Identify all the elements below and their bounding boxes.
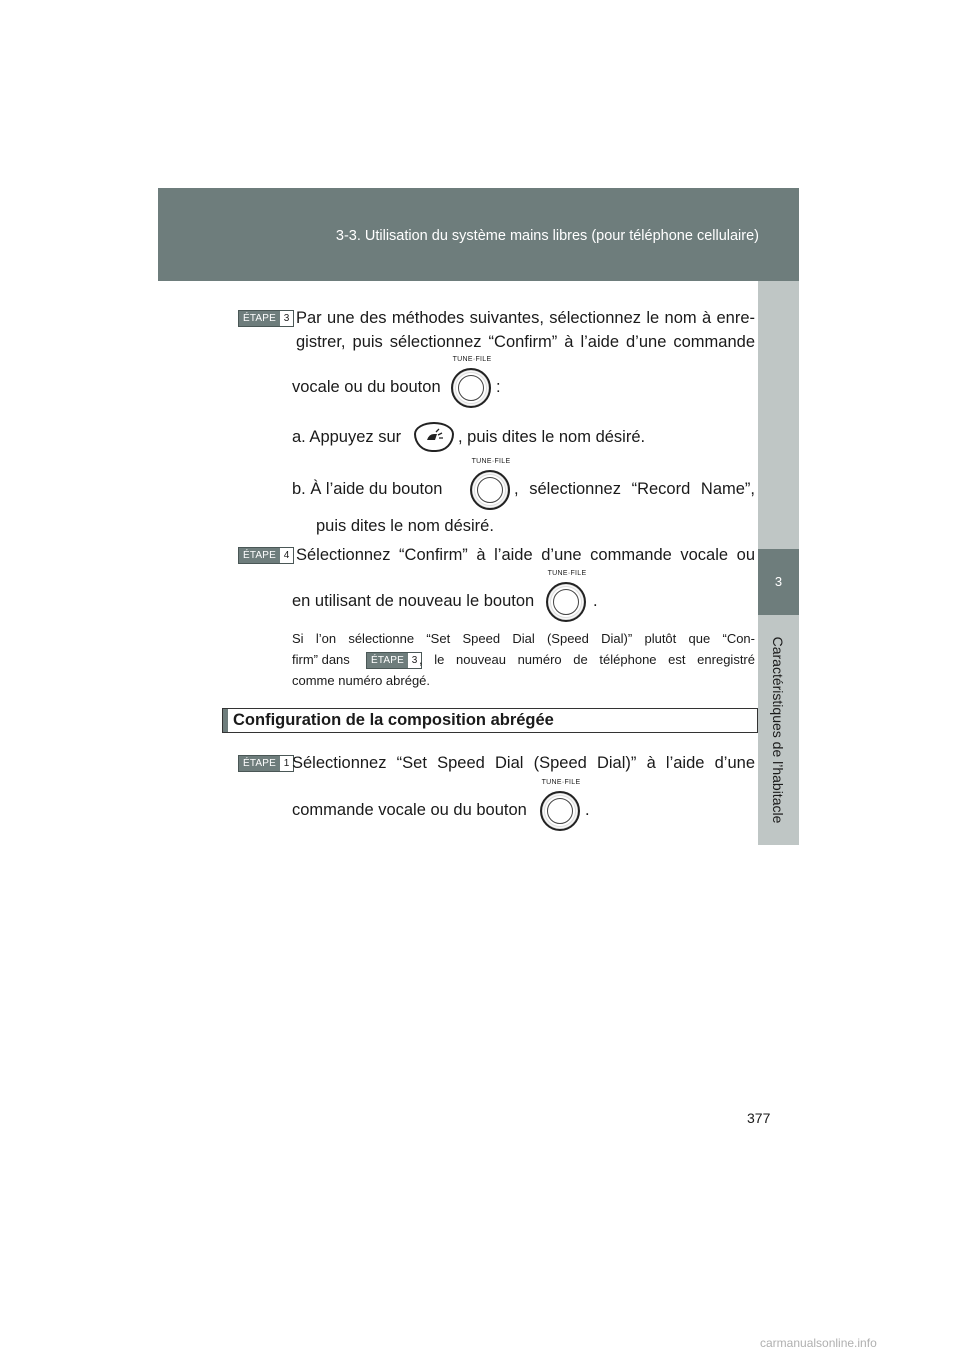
note-line3: comme numéro abrégé. xyxy=(292,673,431,688)
knob-label: TUNE·FILE xyxy=(471,458,511,465)
step-badge-label: ÉTAPE xyxy=(239,548,280,563)
step4-line2-after: . xyxy=(593,592,598,610)
knob-dial xyxy=(470,470,510,510)
step-badge-number: 1 xyxy=(280,756,293,771)
step1-line1: Sélectionnez “Set Speed Dial (Speed Dial)” à l’aide d’une xyxy=(292,754,755,772)
step4-line1: Sélectionnez “Confirm” à l’aide d’une commande vocale ou xyxy=(296,546,755,564)
step-badge-label: ÉTAPE xyxy=(239,756,280,771)
step4-badge xyxy=(238,547,294,564)
knob-dial xyxy=(540,791,580,831)
step-badge-label: ÉTAPE xyxy=(367,653,408,668)
note-line2-after: , le nouveau numéro de téléphone est enregistré xyxy=(419,652,755,667)
step3-item-b-before: b. À l’aide du bouton xyxy=(292,480,443,498)
tune-file-knob-icon xyxy=(467,458,515,514)
talk-switch-icon xyxy=(414,422,454,452)
knob-label: TUNE·FILE xyxy=(547,570,587,577)
step3-line1: Par une des méthodes suivantes, sélectionnez le nom à enre- xyxy=(296,309,755,327)
knob-dial xyxy=(546,582,586,622)
tune-file-knob-icon xyxy=(448,356,496,412)
step3-line2: gistrer, puis sélectionnez “Confirm” à l’aide d’une commande xyxy=(296,333,755,351)
header-section-title: 3-3. Utilisation du système mains libres (pour téléphone cellulaire) xyxy=(335,228,759,244)
step3-line3-before: vocale ou du bouton xyxy=(292,378,441,396)
step3-item-b-line2: puis dites le nom désiré. xyxy=(316,517,494,535)
section-heading-bar xyxy=(222,708,758,733)
step-badge-number: 3 xyxy=(280,311,293,326)
step-badge-label: ÉTAPE xyxy=(239,311,280,326)
step1-badge xyxy=(238,755,294,772)
knob-label: TUNE·FILE xyxy=(541,779,581,786)
note-line2-before: firm” dans xyxy=(292,652,350,667)
step3-item-a-after: , puis dites le nom désiré. xyxy=(458,428,646,446)
talk-switch-glyph-icon xyxy=(416,424,452,450)
watermark: carmanualsonline.info xyxy=(760,1336,877,1350)
knob-label: TUNE·FILE xyxy=(452,356,492,363)
side-tab-top xyxy=(758,281,799,549)
side-tab-chapter-title: Caractéristiques de l’habitacle xyxy=(770,636,786,824)
tune-file-knob-icon xyxy=(537,779,585,835)
step1-line2-after: . xyxy=(585,801,590,819)
note-line1: Si l’on sélectionne “Set Speed Dial (Speed Dial)” plutôt que “Con- xyxy=(292,631,755,646)
page-number: 377 xyxy=(747,1110,771,1126)
knob-dial xyxy=(451,368,491,408)
step-badge-number: 3 xyxy=(408,653,421,668)
step4-line2-before: en utilisant de nouveau le bouton xyxy=(292,592,535,610)
tune-file-knob-icon xyxy=(543,570,591,626)
side-tab-chapter-number: 3 xyxy=(758,549,799,615)
note-step-badge xyxy=(366,652,422,669)
section-title: Configuration de la composition abrégée xyxy=(233,711,554,729)
step3-badge xyxy=(238,310,294,327)
step1-line2-before: commande vocale ou du bouton xyxy=(292,801,527,819)
step3-line3-after: : xyxy=(496,378,501,396)
step-badge-number: 4 xyxy=(280,548,293,563)
chapter-header xyxy=(158,188,799,281)
step3-item-b-after: , sélectionnez “Record Name”, xyxy=(514,480,755,498)
step3-item-a-before: a. Appuyez sur xyxy=(292,428,402,446)
